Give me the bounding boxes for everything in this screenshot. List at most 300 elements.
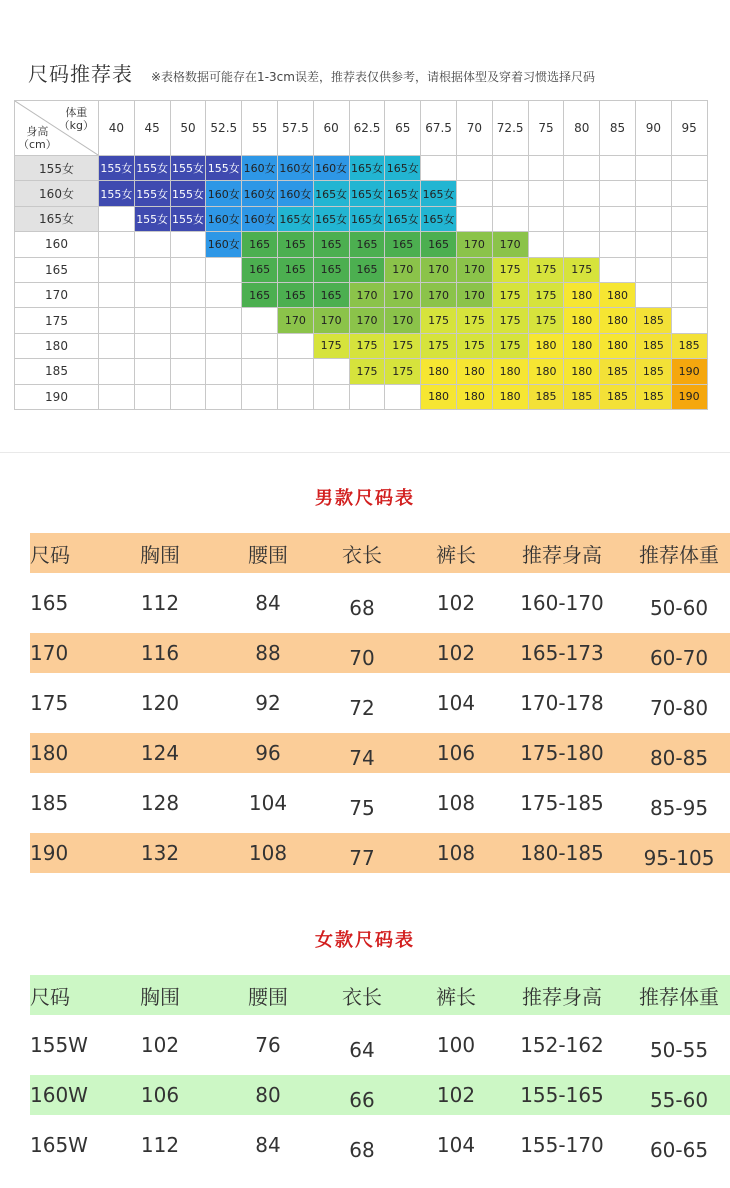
table-row xyxy=(30,733,730,773)
grid-cell xyxy=(600,206,636,231)
grid-cell xyxy=(99,206,135,231)
grid-cell: 165女 xyxy=(349,156,385,181)
table-cell: 76 xyxy=(255,1033,281,1057)
grid-cell: 155女 xyxy=(134,181,170,206)
table-cell: 160-170 xyxy=(520,591,604,615)
table-cell: 104 xyxy=(436,691,476,715)
table-row xyxy=(30,633,730,673)
table-cell: 92 xyxy=(255,691,281,715)
height-axis-label-line: 身高 xyxy=(26,125,49,138)
women-size-chart-title: 女款尺码表 xyxy=(315,930,415,951)
grid-cell: 165女 xyxy=(349,206,385,231)
grid-cell xyxy=(671,206,707,231)
grid-cell: 175 xyxy=(456,308,492,333)
grid-cell xyxy=(99,384,135,409)
women-size-table xyxy=(30,975,730,1175)
column-header: 衣长 xyxy=(342,542,382,567)
table-cell: 180-185 xyxy=(520,841,604,865)
weight-axis-label-line: 体重 xyxy=(65,106,88,119)
grid-cell: 165 xyxy=(277,282,313,307)
grid-row xyxy=(15,156,708,181)
grid-cell xyxy=(528,156,564,181)
grid-cell xyxy=(170,232,206,257)
grid-cell: 180 xyxy=(456,359,492,384)
grid-cell xyxy=(492,181,528,206)
table-cell: 74 xyxy=(349,746,375,770)
grid-cell xyxy=(671,232,707,257)
grid-cell: 165女 xyxy=(421,206,457,231)
weight-header: 80 xyxy=(564,101,600,156)
column-header: 裤长 xyxy=(436,984,476,1009)
grid-cell xyxy=(134,232,170,257)
section-divider xyxy=(0,452,730,453)
grid-cell xyxy=(134,257,170,282)
grid-row xyxy=(15,206,708,231)
grid-cell: 175 xyxy=(421,308,457,333)
grid-cell: 160女 xyxy=(277,156,313,181)
weight-header: 67.5 xyxy=(421,101,457,156)
grid-cell: 175 xyxy=(349,359,385,384)
grid-cell xyxy=(600,181,636,206)
column-header: 推荐身高 xyxy=(522,984,602,1009)
grid-cell xyxy=(385,384,421,409)
grid-cell: 155女 xyxy=(170,156,206,181)
grid-cell: 170 xyxy=(349,282,385,307)
weight-header: 95 xyxy=(671,101,707,156)
grid-cell: 170 xyxy=(385,308,421,333)
table-cell: 68 xyxy=(349,596,375,620)
grid-cell: 175 xyxy=(528,308,564,333)
table-header-row xyxy=(30,533,730,573)
table-cell: 50-55 xyxy=(649,1038,709,1062)
weight-header: 70 xyxy=(456,101,492,156)
grid-cell: 165女 xyxy=(277,206,313,231)
grid-cell: 165女 xyxy=(313,206,349,231)
grid-cell: 180 xyxy=(600,308,636,333)
height-header: 190 xyxy=(15,384,99,409)
table-row xyxy=(30,773,730,833)
grid-cell: 175 xyxy=(385,359,421,384)
table-cell: 160W xyxy=(30,1083,88,1107)
grid-cell xyxy=(277,384,313,409)
grid-cell xyxy=(600,232,636,257)
grid-cell: 175 xyxy=(492,257,528,282)
grid-row xyxy=(15,282,708,307)
grid-cell: 165 xyxy=(242,257,278,282)
grid-cell: 165 xyxy=(349,232,385,257)
grid-cell: 175 xyxy=(564,257,600,282)
grid-cell: 190 xyxy=(671,384,707,409)
grid-cell: 180 xyxy=(492,384,528,409)
grid-cell: 165 xyxy=(349,257,385,282)
grid-cell: 170 xyxy=(385,282,421,307)
grid-cell: 160女 xyxy=(206,232,242,257)
grid-cell xyxy=(242,384,278,409)
table-cell: 152-162 xyxy=(520,1033,604,1057)
table-cell: 102 xyxy=(436,1083,476,1107)
weight-header: 40 xyxy=(99,101,135,156)
height-header: 180 xyxy=(15,333,99,358)
grid-cell: 180 xyxy=(600,333,636,358)
grid-cell xyxy=(206,384,242,409)
weight-header: 50 xyxy=(170,101,206,156)
grid-cell: 155女 xyxy=(134,206,170,231)
grid-cell: 185 xyxy=(600,359,636,384)
grid-cell: 160女 xyxy=(242,181,278,206)
grid-cell: 165女 xyxy=(385,206,421,231)
grid-cell xyxy=(99,232,135,257)
table-cell: 68 xyxy=(349,1138,375,1162)
table-cell: 170 xyxy=(30,641,69,665)
weight-axis-label-line: （kg） xyxy=(58,119,94,132)
grid-cell: 165 xyxy=(313,257,349,282)
grid-cell: 180 xyxy=(564,333,600,358)
table-cell: 96 xyxy=(255,741,281,765)
grid-cell: 175 xyxy=(492,282,528,307)
table-cell: 155W xyxy=(30,1033,88,1057)
column-header: 腰围 xyxy=(248,542,288,567)
table-cell: 100 xyxy=(436,1033,476,1057)
grid-row xyxy=(15,308,708,333)
table-cell: 75 xyxy=(349,796,375,820)
grid-cell xyxy=(600,257,636,282)
table-cell: 128 xyxy=(140,791,180,815)
grid-cell xyxy=(492,156,528,181)
grid-cell: 165女 xyxy=(421,181,457,206)
grid-cell: 165 xyxy=(313,282,349,307)
grid-cell xyxy=(99,257,135,282)
table-row xyxy=(30,1015,730,1075)
grid-row xyxy=(15,359,708,384)
table-cell: 108 xyxy=(436,791,476,815)
weight-header: 65 xyxy=(385,101,421,156)
grid-cell xyxy=(671,257,707,282)
grid-cell: 170 xyxy=(313,308,349,333)
table-row xyxy=(30,673,730,733)
grid-cell: 175 xyxy=(349,333,385,358)
grid-cell xyxy=(170,384,206,409)
grid-cell xyxy=(134,359,170,384)
grid-cell: 170 xyxy=(421,282,457,307)
grid-cell: 175 xyxy=(528,257,564,282)
grid-cell: 185 xyxy=(635,308,671,333)
grid-cell: 160女 xyxy=(206,181,242,206)
grid-cell xyxy=(635,206,671,231)
grid-cell xyxy=(313,359,349,384)
table-cell: 175 xyxy=(30,691,69,715)
column-header: 裤长 xyxy=(436,542,476,567)
weight-header: 55 xyxy=(242,101,278,156)
grid-cell: 185 xyxy=(528,384,564,409)
grid-row xyxy=(15,232,708,257)
height-header: 165女 xyxy=(15,206,99,231)
table-cell: 170-178 xyxy=(520,691,604,715)
table-cell: 108 xyxy=(436,841,476,865)
table-row xyxy=(30,1075,730,1115)
grid-cell xyxy=(99,333,135,358)
grid-cell: 185 xyxy=(635,359,671,384)
table-cell: 50-60 xyxy=(649,596,709,620)
grid-cell xyxy=(528,181,564,206)
grid-cell xyxy=(242,333,278,358)
weight-header: 62.5 xyxy=(349,101,385,156)
grid-cell: 175 xyxy=(492,333,528,358)
table-cell: 95-105 xyxy=(643,846,715,870)
table-cell: 85-95 xyxy=(649,796,709,820)
grid-cell xyxy=(635,282,671,307)
table-cell: 102 xyxy=(140,1033,180,1057)
grid-cell xyxy=(206,359,242,384)
grid-cell: 165女 xyxy=(349,181,385,206)
grid-cell xyxy=(170,308,206,333)
column-header: 腰围 xyxy=(248,984,288,1009)
size-recommendation-grid xyxy=(14,100,708,410)
grid-cell xyxy=(635,156,671,181)
grid-cell: 180 xyxy=(492,359,528,384)
grid-cell xyxy=(277,333,313,358)
table-cell: 175-185 xyxy=(520,791,604,815)
grid-cell xyxy=(564,206,600,231)
grid-cell xyxy=(528,232,564,257)
table-cell: 108 xyxy=(248,841,288,865)
table-header-row xyxy=(30,975,730,1015)
grid-cell: 155女 xyxy=(170,181,206,206)
grid-cell: 160女 xyxy=(313,156,349,181)
grid-cell: 160女 xyxy=(277,181,313,206)
column-header: 尺码 xyxy=(30,542,70,567)
grid-cell: 170 xyxy=(421,257,457,282)
height-header: 185 xyxy=(15,359,99,384)
grid-cell: 180 xyxy=(421,359,457,384)
grid-cell: 155女 xyxy=(99,181,135,206)
table-cell: 175-180 xyxy=(520,741,604,765)
weight-header: 90 xyxy=(635,101,671,156)
height-axis-label xyxy=(18,125,57,151)
column-header: 胸围 xyxy=(140,984,180,1009)
grid-cell: 170 xyxy=(492,232,528,257)
table-cell: 104 xyxy=(248,791,288,815)
grid-cell xyxy=(671,308,707,333)
grid-cell: 175 xyxy=(421,333,457,358)
table-cell: 180 xyxy=(30,741,69,765)
table-cell: 165 xyxy=(30,591,69,615)
grid-cell: 165女 xyxy=(385,156,421,181)
height-header: 170 xyxy=(15,282,99,307)
grid-cell xyxy=(277,359,313,384)
grid-cell: 165 xyxy=(242,232,278,257)
page-title: 尺码推荐表 xyxy=(28,62,133,86)
grid-cell: 165 xyxy=(277,257,313,282)
table-cell: 116 xyxy=(140,641,180,665)
grid-cell xyxy=(635,181,671,206)
grid-cell xyxy=(170,257,206,282)
grid-cell: 180 xyxy=(564,308,600,333)
height-header: 155女 xyxy=(15,156,99,181)
table-cell: 165W xyxy=(30,1133,88,1157)
weight-header: 57.5 xyxy=(277,101,313,156)
weight-header-row xyxy=(15,101,708,156)
grid-cell: 165女 xyxy=(313,181,349,206)
grid-cell: 165 xyxy=(242,282,278,307)
table-cell: 72 xyxy=(349,696,375,720)
grid-cell: 175 xyxy=(313,333,349,358)
column-header: 推荐体重 xyxy=(639,542,719,567)
height-axis-label-line: （cm） xyxy=(18,138,57,151)
weight-header: 52.5 xyxy=(206,101,242,156)
table-cell: 64 xyxy=(349,1038,375,1062)
grid-cell xyxy=(206,333,242,358)
table-cell: 84 xyxy=(255,1133,281,1157)
grid-cell xyxy=(134,308,170,333)
table-cell: 106 xyxy=(140,1083,180,1107)
grid-cell xyxy=(99,308,135,333)
height-header: 160 xyxy=(15,232,99,257)
grid-row xyxy=(15,181,708,206)
grid-cell xyxy=(635,232,671,257)
grid-cell: 170 xyxy=(385,257,421,282)
grid-cell xyxy=(134,333,170,358)
grid-cell: 170 xyxy=(277,308,313,333)
height-header: 165 xyxy=(15,257,99,282)
table-cell: 102 xyxy=(436,641,476,665)
grid-cell xyxy=(206,257,242,282)
grid-cell xyxy=(564,156,600,181)
grid-cell: 160女 xyxy=(206,206,242,231)
table-row xyxy=(30,1115,730,1175)
grid-cell xyxy=(671,181,707,206)
grid-cell: 180 xyxy=(528,333,564,358)
table-cell: 112 xyxy=(140,591,180,615)
table-cell: 155-170 xyxy=(520,1133,604,1157)
column-header: 尺码 xyxy=(30,984,70,1009)
grid-row xyxy=(15,384,708,409)
column-header: 推荐身高 xyxy=(522,542,602,567)
grid-cell: 155女 xyxy=(134,156,170,181)
grid-cell xyxy=(564,181,600,206)
grid-cell: 155女 xyxy=(206,156,242,181)
weight-header: 60 xyxy=(313,101,349,156)
grid-cell xyxy=(206,282,242,307)
grid-cell: 170 xyxy=(456,282,492,307)
column-header: 胸围 xyxy=(140,542,180,567)
table-cell: 80-85 xyxy=(649,746,709,770)
grid-cell xyxy=(313,384,349,409)
grid-cell xyxy=(456,206,492,231)
grid-cell: 190 xyxy=(671,359,707,384)
weight-header: 72.5 xyxy=(492,101,528,156)
weight-header: 75 xyxy=(528,101,564,156)
grid-cell: 165女 xyxy=(385,181,421,206)
height-header: 175 xyxy=(15,308,99,333)
table-cell: 55-60 xyxy=(649,1088,709,1112)
table-cell: 120 xyxy=(140,691,180,715)
table-cell: 60-65 xyxy=(649,1138,709,1162)
weight-axis-label xyxy=(59,106,94,132)
table-cell: 165-173 xyxy=(520,641,604,665)
table-cell: 70-80 xyxy=(649,696,709,720)
grid-cell: 155女 xyxy=(99,156,135,181)
grid-cell xyxy=(456,181,492,206)
table-cell: 70 xyxy=(349,646,375,670)
height-header: 160女 xyxy=(15,181,99,206)
grid-cell: 170 xyxy=(349,308,385,333)
table-cell: 190 xyxy=(30,841,69,865)
grid-cell xyxy=(170,282,206,307)
grid-cell xyxy=(421,156,457,181)
table-cell: 185 xyxy=(30,791,69,815)
table-cell: 77 xyxy=(349,846,375,870)
grid-cell xyxy=(170,359,206,384)
grid-cell: 175 xyxy=(528,282,564,307)
grid-cell xyxy=(242,359,278,384)
grid-cell xyxy=(242,308,278,333)
table-cell: 132 xyxy=(140,841,180,865)
grid-cell: 185 xyxy=(671,333,707,358)
grid-cell xyxy=(134,282,170,307)
grid-cell: 160女 xyxy=(242,206,278,231)
weight-header: 85 xyxy=(600,101,636,156)
column-header: 衣长 xyxy=(342,984,382,1009)
title-note: ※表格数据可能存在1-3cm误差，推荐表仅供参考，请根据体型及穿着习惯选择尺码 xyxy=(151,70,595,84)
grid-cell xyxy=(671,282,707,307)
grid-cell: 180 xyxy=(528,359,564,384)
table-row xyxy=(30,833,730,873)
table-cell: 80 xyxy=(255,1083,281,1107)
grid-cell: 185 xyxy=(635,333,671,358)
grid-row xyxy=(15,333,708,358)
grid-cell: 165 xyxy=(421,232,457,257)
column-header: 推荐体重 xyxy=(639,984,719,1009)
grid-cell xyxy=(134,384,170,409)
table-cell: 106 xyxy=(436,741,476,765)
grid-cell xyxy=(492,206,528,231)
table-cell: 88 xyxy=(255,641,281,665)
grid-cell xyxy=(99,359,135,384)
grid-cell: 180 xyxy=(564,359,600,384)
grid-row xyxy=(15,257,708,282)
grid-cell: 165 xyxy=(385,232,421,257)
grid-cell: 175 xyxy=(456,333,492,358)
grid-cell xyxy=(671,156,707,181)
grid-cell xyxy=(564,232,600,257)
grid-cell: 180 xyxy=(456,384,492,409)
grid-cell xyxy=(528,206,564,231)
grid-cell: 165 xyxy=(277,232,313,257)
table-cell: 84 xyxy=(255,591,281,615)
table-cell: 60-70 xyxy=(649,646,709,670)
table-row xyxy=(30,573,730,633)
grid-cell xyxy=(99,282,135,307)
grid-cell: 170 xyxy=(456,257,492,282)
grid-cell: 155女 xyxy=(170,206,206,231)
grid-cell xyxy=(600,156,636,181)
men-size-chart-title: 男款尺码表 xyxy=(315,488,415,509)
men-size-table xyxy=(30,533,730,873)
table-cell: 124 xyxy=(140,741,180,765)
weight-header: 45 xyxy=(134,101,170,156)
table-cell: 155-165 xyxy=(520,1083,604,1107)
table-cell: 66 xyxy=(349,1088,375,1112)
grid-corner xyxy=(15,101,99,156)
grid-cell: 180 xyxy=(564,282,600,307)
grid-cell: 180 xyxy=(421,384,457,409)
grid-cell xyxy=(349,384,385,409)
grid-cell: 185 xyxy=(635,384,671,409)
table-cell: 112 xyxy=(140,1133,180,1157)
table-cell: 102 xyxy=(436,591,476,615)
title-row xyxy=(28,58,595,88)
grid-cell: 175 xyxy=(492,308,528,333)
